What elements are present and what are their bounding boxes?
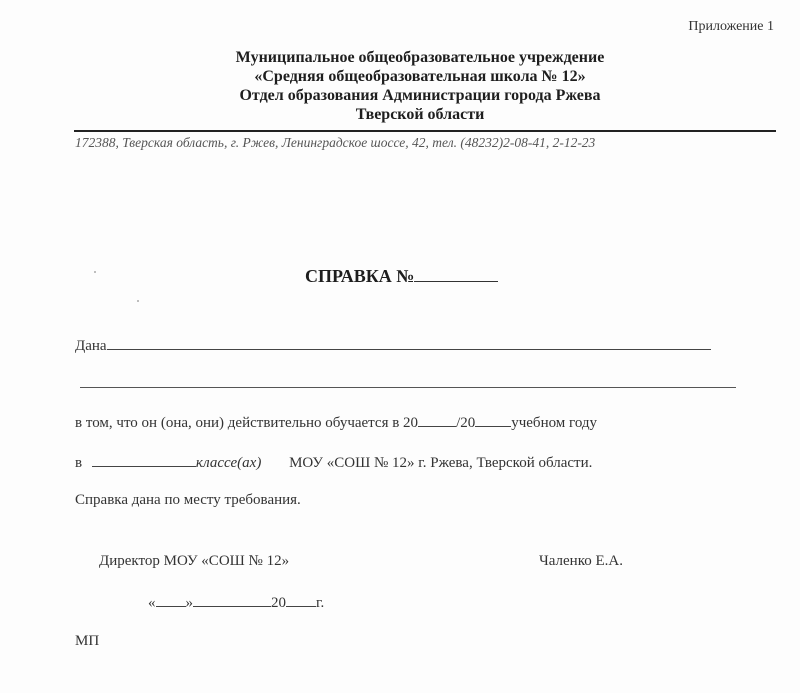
date-month-blank (193, 594, 271, 607)
stamp-label: МП (75, 633, 100, 649)
issued-to-row (75, 337, 711, 355)
purpose-text: Справка дана по месту требования. (75, 492, 301, 508)
date-year-blank (286, 594, 316, 607)
date-open-quote: « (148, 595, 156, 611)
study-year-start-blank (418, 414, 456, 427)
date-year-suffix: г. (316, 595, 325, 611)
scan-speck (137, 300, 139, 302)
class-row (75, 454, 592, 472)
scan-speck (94, 271, 96, 273)
director-label: Директор МОУ «СОШ № 12» (99, 553, 290, 569)
header-divider (74, 130, 776, 132)
issued-to-blank (107, 337, 711, 350)
document-title-text: СПРАВКА № (305, 266, 415, 286)
director-name: Чаленко Е.А. (539, 553, 623, 569)
study-year-row (75, 414, 597, 432)
school-location-text: МОУ «СОШ № 12» г. Ржева, Тверской области. (289, 455, 593, 471)
study-year-end-blank (475, 414, 511, 427)
date-close-quote: » (185, 595, 193, 611)
date-day-blank (156, 594, 186, 607)
study-year-prefix: в том, что он (она, они) действительно обучается в 20 (75, 415, 419, 431)
organization-header (150, 48, 690, 124)
study-year-separator: /20 (456, 415, 476, 431)
date-row (148, 594, 324, 612)
class-prefix: в (75, 455, 83, 471)
date-year-prefix: 20 (271, 595, 286, 611)
issued-to-label: Дана (75, 338, 107, 354)
header-line-department: Отдел образования Администрации города Ржева (239, 87, 601, 104)
certificate-number-blank (414, 267, 498, 282)
issued-to-continuation-blank (80, 387, 736, 388)
school-address: 172388, Тверская область, г. Ржев, Ленинградское шоссе, 42, тел. (48232)2-08-41, 2-12-23 (75, 135, 596, 150)
class-number-blank (92, 454, 196, 467)
header-line-school-name: «Средняя общеобразовательная школа № 12» (254, 68, 586, 85)
document-title (305, 266, 498, 287)
header-line-region: Тверской области (355, 106, 485, 123)
appendix-label: Приложение 1 (688, 19, 774, 34)
study-year-suffix: учебном году (511, 415, 598, 431)
header-line-institution: Муниципальное общеобразовательное учреждение (235, 49, 605, 66)
class-label: классе(ах) (195, 455, 262, 471)
